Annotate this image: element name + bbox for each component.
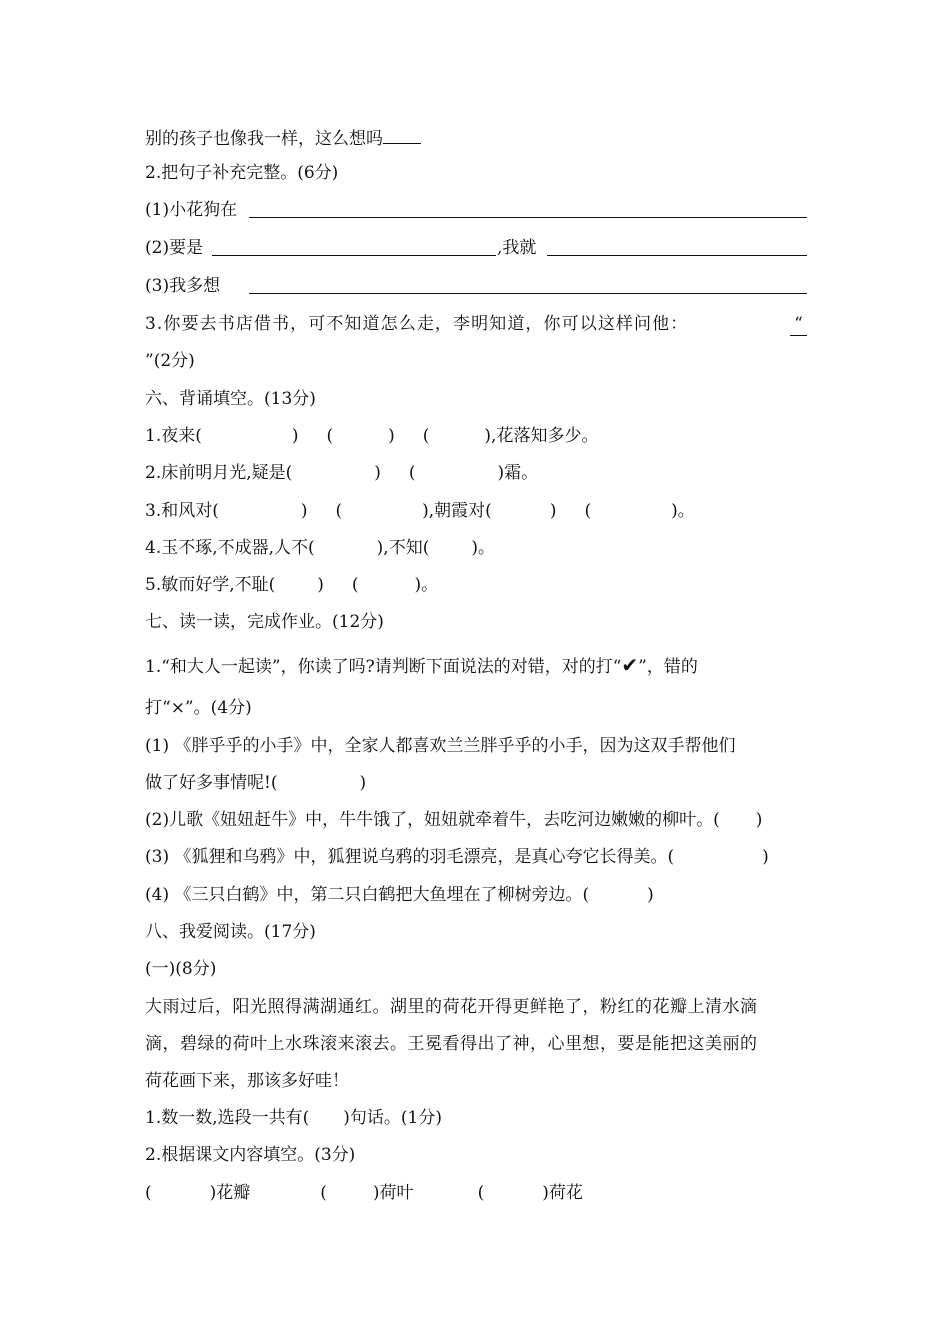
judge-item-1-line-1: (1) 《胖乎乎的小手》中，全家人都喜欢兰兰胖乎乎的小手，因为这双手帮他们 — [145, 736, 736, 756]
question-3-line-1: 3.你要去书店借书，可不知道怎么走，李明知道，你可以这样问他： — [145, 314, 689, 334]
reading-question-2: 2.根据课文内容填空。(3分) — [145, 1145, 356, 1165]
open-quote-blank[interactable]: “ — [790, 313, 807, 336]
sentence-2-blank-a[interactable] — [212, 255, 496, 256]
recite-line-3: 3.和风对( ) ( ),朝霞对( ) ( )。 — [145, 501, 695, 521]
passage-line-1: 大雨过后，阳光照得满湖通红。湖里的荷花开得更鲜艳了，粉红的花瓣上清水滴 — [145, 997, 758, 1017]
judge-question-line-1: 1.“和大人一起读”，你读了吗?请判断下面说法的对错，对的打“✔”，错的 — [145, 653, 698, 677]
judge-question-line-2: 打“×”。(4分) — [145, 698, 252, 718]
reading-question-2-blanks: ( )花瓣 ( )荷叶 ( )荷花 — [145, 1183, 583, 1203]
question-3-line-2: ”(2分) — [145, 351, 195, 371]
recite-line-1: 1.夜来( ) ( ) ( ),花落知多少。 — [145, 426, 599, 446]
sentence-2-prompt: (2)要是 — [145, 238, 204, 258]
passage-line-2: 滴，碧绿的荷叶上水珠滚来滚去。王冕看得出了神，心里想，要是能把这美丽的 — [145, 1034, 758, 1054]
recite-line-4: 4.玉不琢,不成器,人不( ),不知( )。 — [145, 538, 495, 558]
judge-item-1-line-2: 做了好多事情呢!( ) — [145, 773, 367, 793]
sentence-3-prompt: (3)我多想 — [145, 276, 221, 296]
sentence-1-prompt: (1)小花狗在 — [145, 200, 238, 220]
section-6-title: 六、背诵填空。(13分) — [145, 389, 316, 409]
answer-blank[interactable] — [383, 126, 421, 144]
sentence-2-blank-b[interactable] — [547, 255, 807, 256]
judge-item-3: (3) 《狐狸和乌鸦》中，狐狸说乌鸦的羽毛漂亮，是真心夸它长得美。( ) — [145, 847, 769, 867]
section-8-title: 八、我爱阅读。(17分) — [145, 922, 316, 942]
sentence-2-middle: ,我就 — [497, 238, 537, 258]
question-title: 2.把句子补充完整。(6分) — [145, 163, 339, 183]
reading-part-1-label: (一)(8分) — [145, 959, 217, 979]
passage-line-3: 荷花画下来，那该多好哇！ — [145, 1071, 349, 1091]
question-continuation: 别的孩子也像我一样，这么想吗 — [145, 126, 421, 150]
sentence-1-blank[interactable] — [249, 217, 807, 218]
recite-line-2: 2.床前明月光,疑是( ) ( )霜。 — [145, 463, 539, 483]
sentence-3-blank[interactable] — [249, 293, 807, 294]
section-7-title: 七、读一读，完成作业。(12分) — [145, 612, 384, 632]
judge-item-4: (4) 《三只白鹤》中，第二只白鹤把大鱼埋在了柳树旁边。( ) — [145, 885, 654, 905]
judge-item-2: (2)儿歌《妞妞赶牛》中，牛牛饿了，妞妞就牵着牛，去吃河边嫩嫩的柳叶。( ) — [145, 810, 763, 830]
recite-line-5: 5.敏而好学,不耻( ) ( )。 — [145, 575, 439, 595]
reading-question-1: 1.数一数,选段一共有( )句话。(1分) — [145, 1108, 442, 1128]
check-mark-icon: ✔ — [621, 653, 639, 677]
